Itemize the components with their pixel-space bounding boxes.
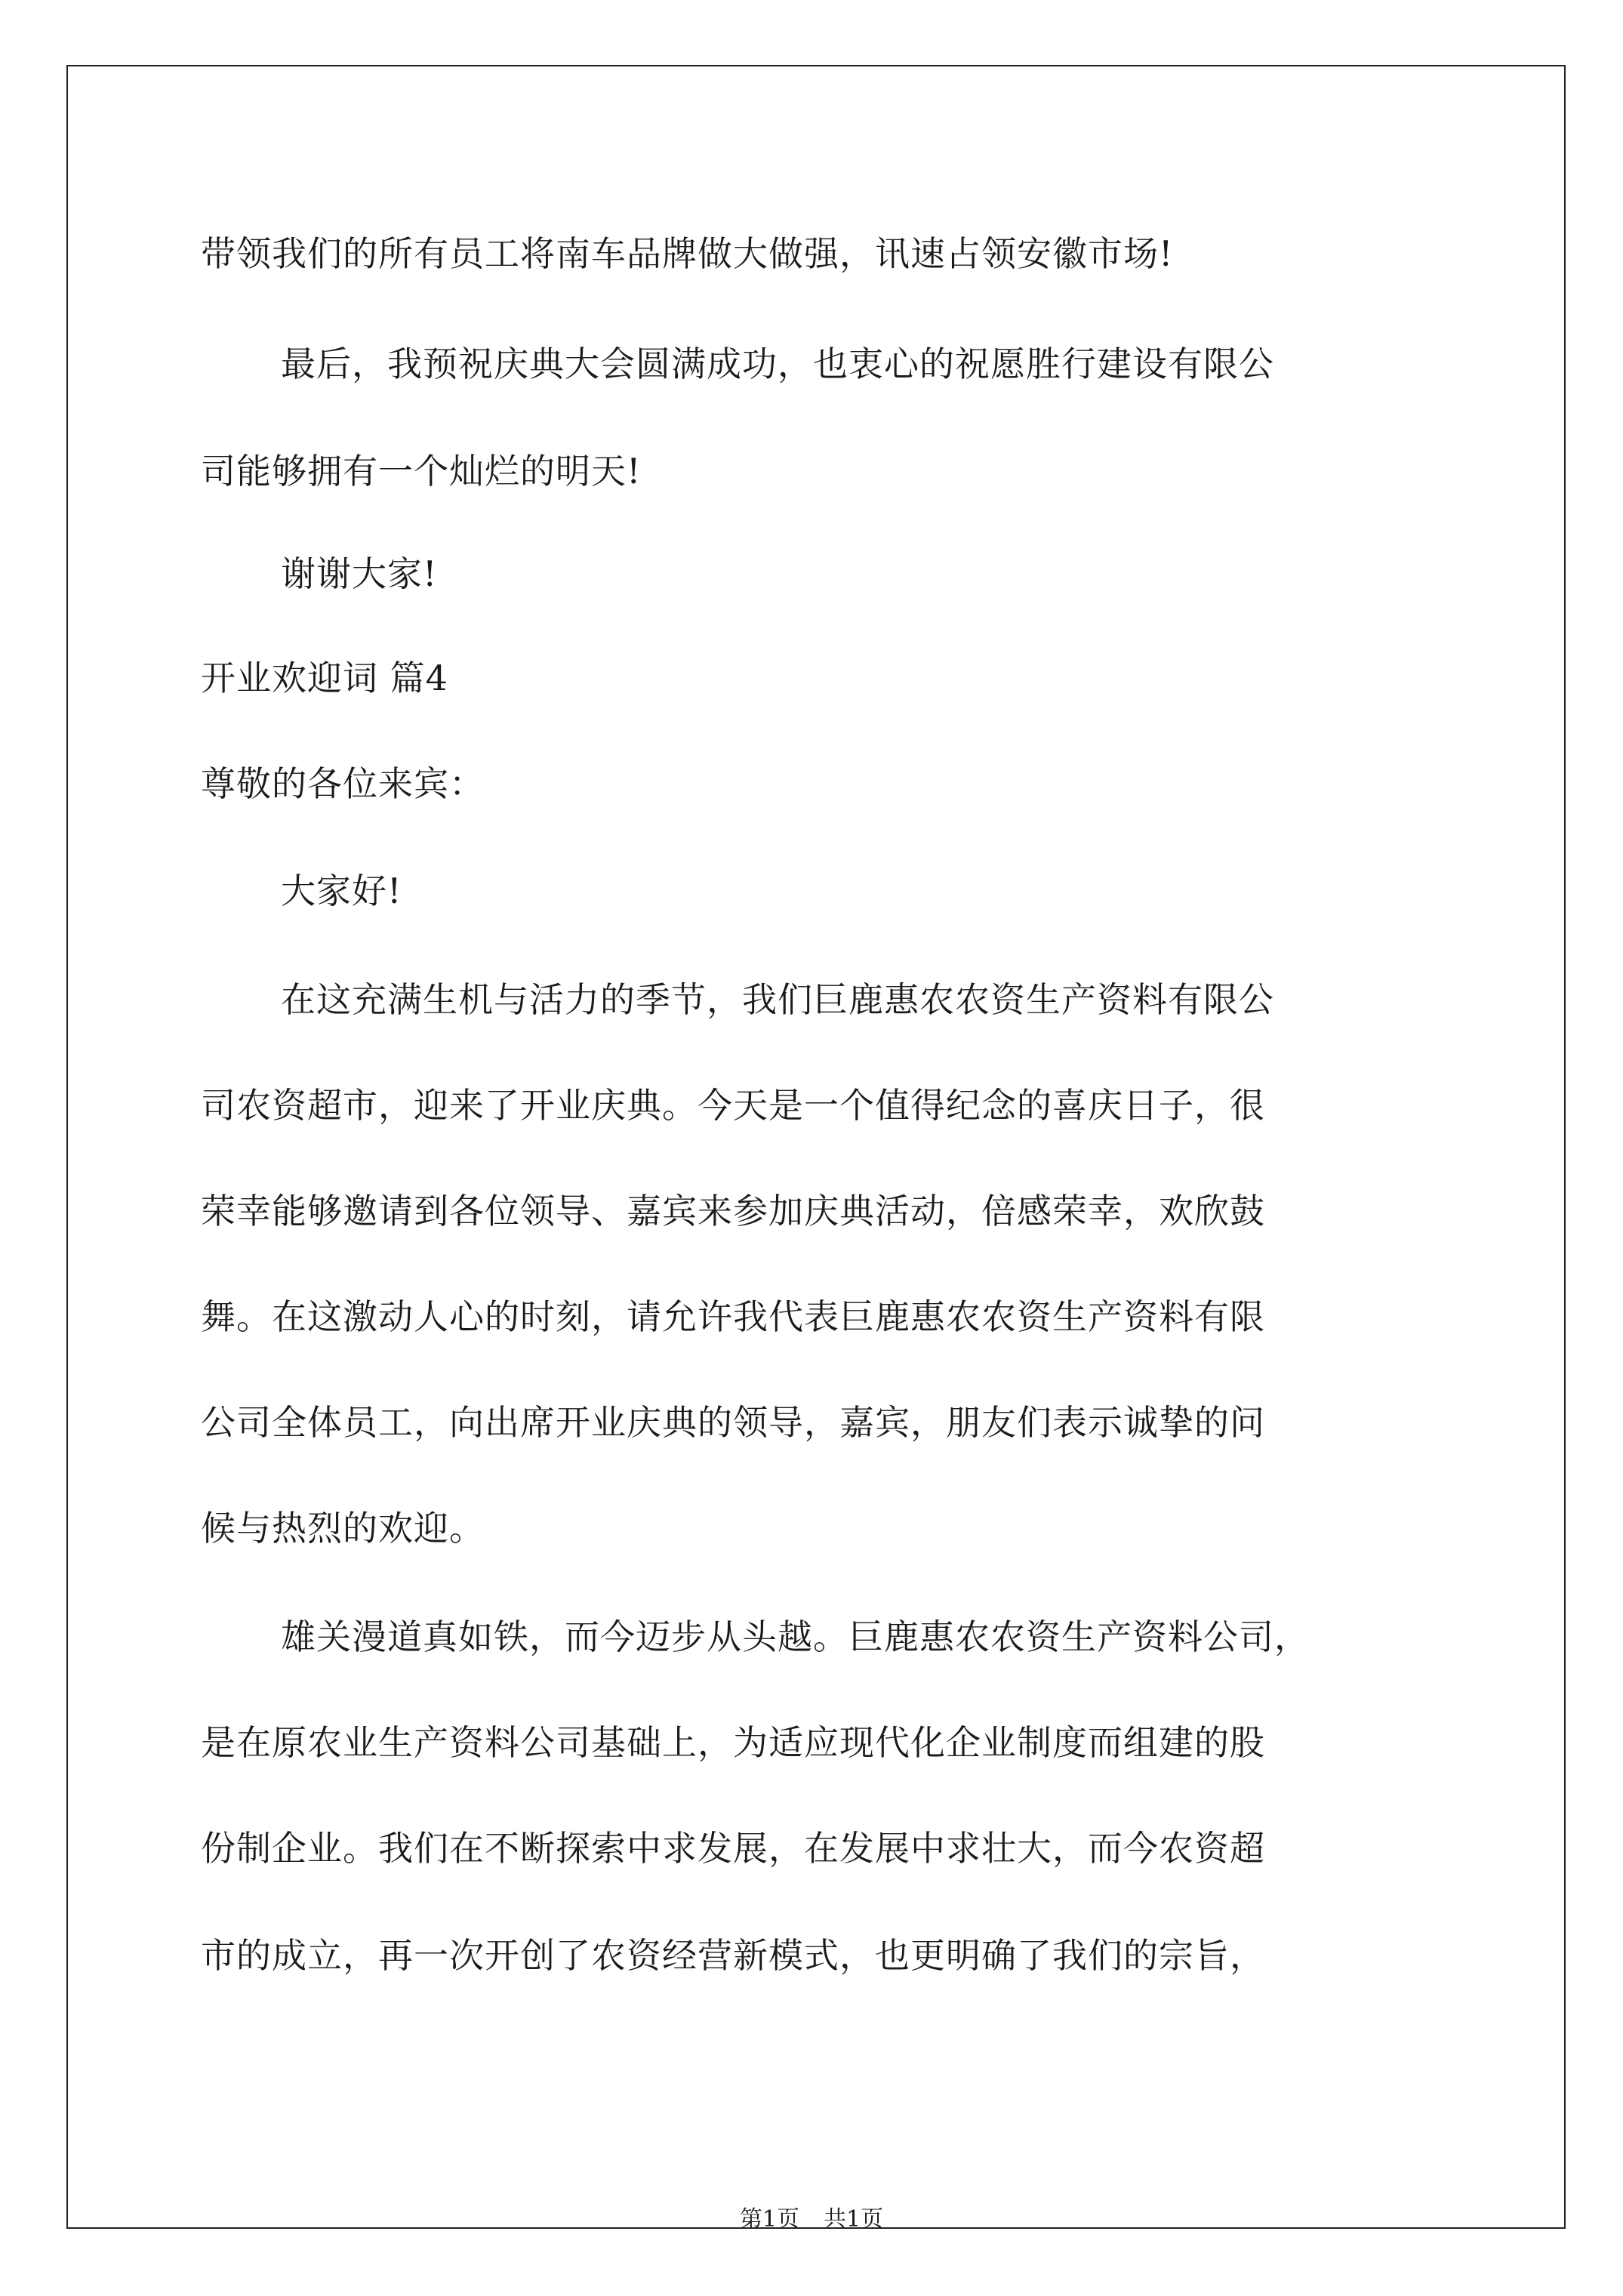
text-line: 公司全体员工，向出席开业庆典的领导，嘉宾，朋友们表示诚挚的问 (201, 1402, 1265, 1443)
page-border (66, 65, 1566, 2229)
page-number: 第1页 (739, 2206, 799, 2233)
text-line: 市的成立，再一次开创了农资经营新模式，也更明确了我们的宗旨， (201, 1935, 1265, 1976)
text-line: 雄关漫道真如铁，而今迈步从头越。巨鹿惠农农资生产资料公司， (281, 1616, 1310, 1657)
text-line: 带领我们的所有员工将南车品牌做大做强，讯速占领安徽市场! (201, 233, 1174, 274)
text-line: 荣幸能够邀请到各位领导、嘉宾来参加庆典活动，倍感荣幸，欢欣鼓 (201, 1191, 1265, 1231)
salutation: 尊敬的各位来宾： (201, 763, 485, 804)
text-line: 候与热烈的欢迎。 (201, 1508, 485, 1549)
text-line: 最后，我预祝庆典大会圆满成功，也衷心的祝愿胜行建设有限公 (281, 344, 1274, 384)
page-total: 共1页 (824, 2206, 884, 2233)
text-line: 大家好! (281, 871, 402, 911)
text-line: 份制企业。我们在不断探索中求发展，在发展中求壮大，而今农资超 (201, 1828, 1265, 1869)
text-line: 在这充满生机与活力的季节，我们巨鹿惠农农资生产资料有限公 (281, 979, 1274, 1020)
text-line: 司能够拥有一个灿烂的明天! (201, 451, 642, 492)
text-line: 司农资超市，迎来了开业庆典。今天是一个值得纪念的喜庆日子，很 (201, 1085, 1265, 1126)
text-line: 谢谢大家! (281, 553, 438, 594)
page-footer (0, 2205, 1623, 2235)
text-line: 舞。在这激动人心的时刻，请允许我代表巨鹿惠农农资生产资料有限 (201, 1296, 1265, 1337)
text-line: 是在原农业生产资料公司基础上，为适应现代化企业制度而组建的股 (201, 1722, 1265, 1763)
section-heading: 开业欢迎词 篇4 (201, 658, 448, 698)
